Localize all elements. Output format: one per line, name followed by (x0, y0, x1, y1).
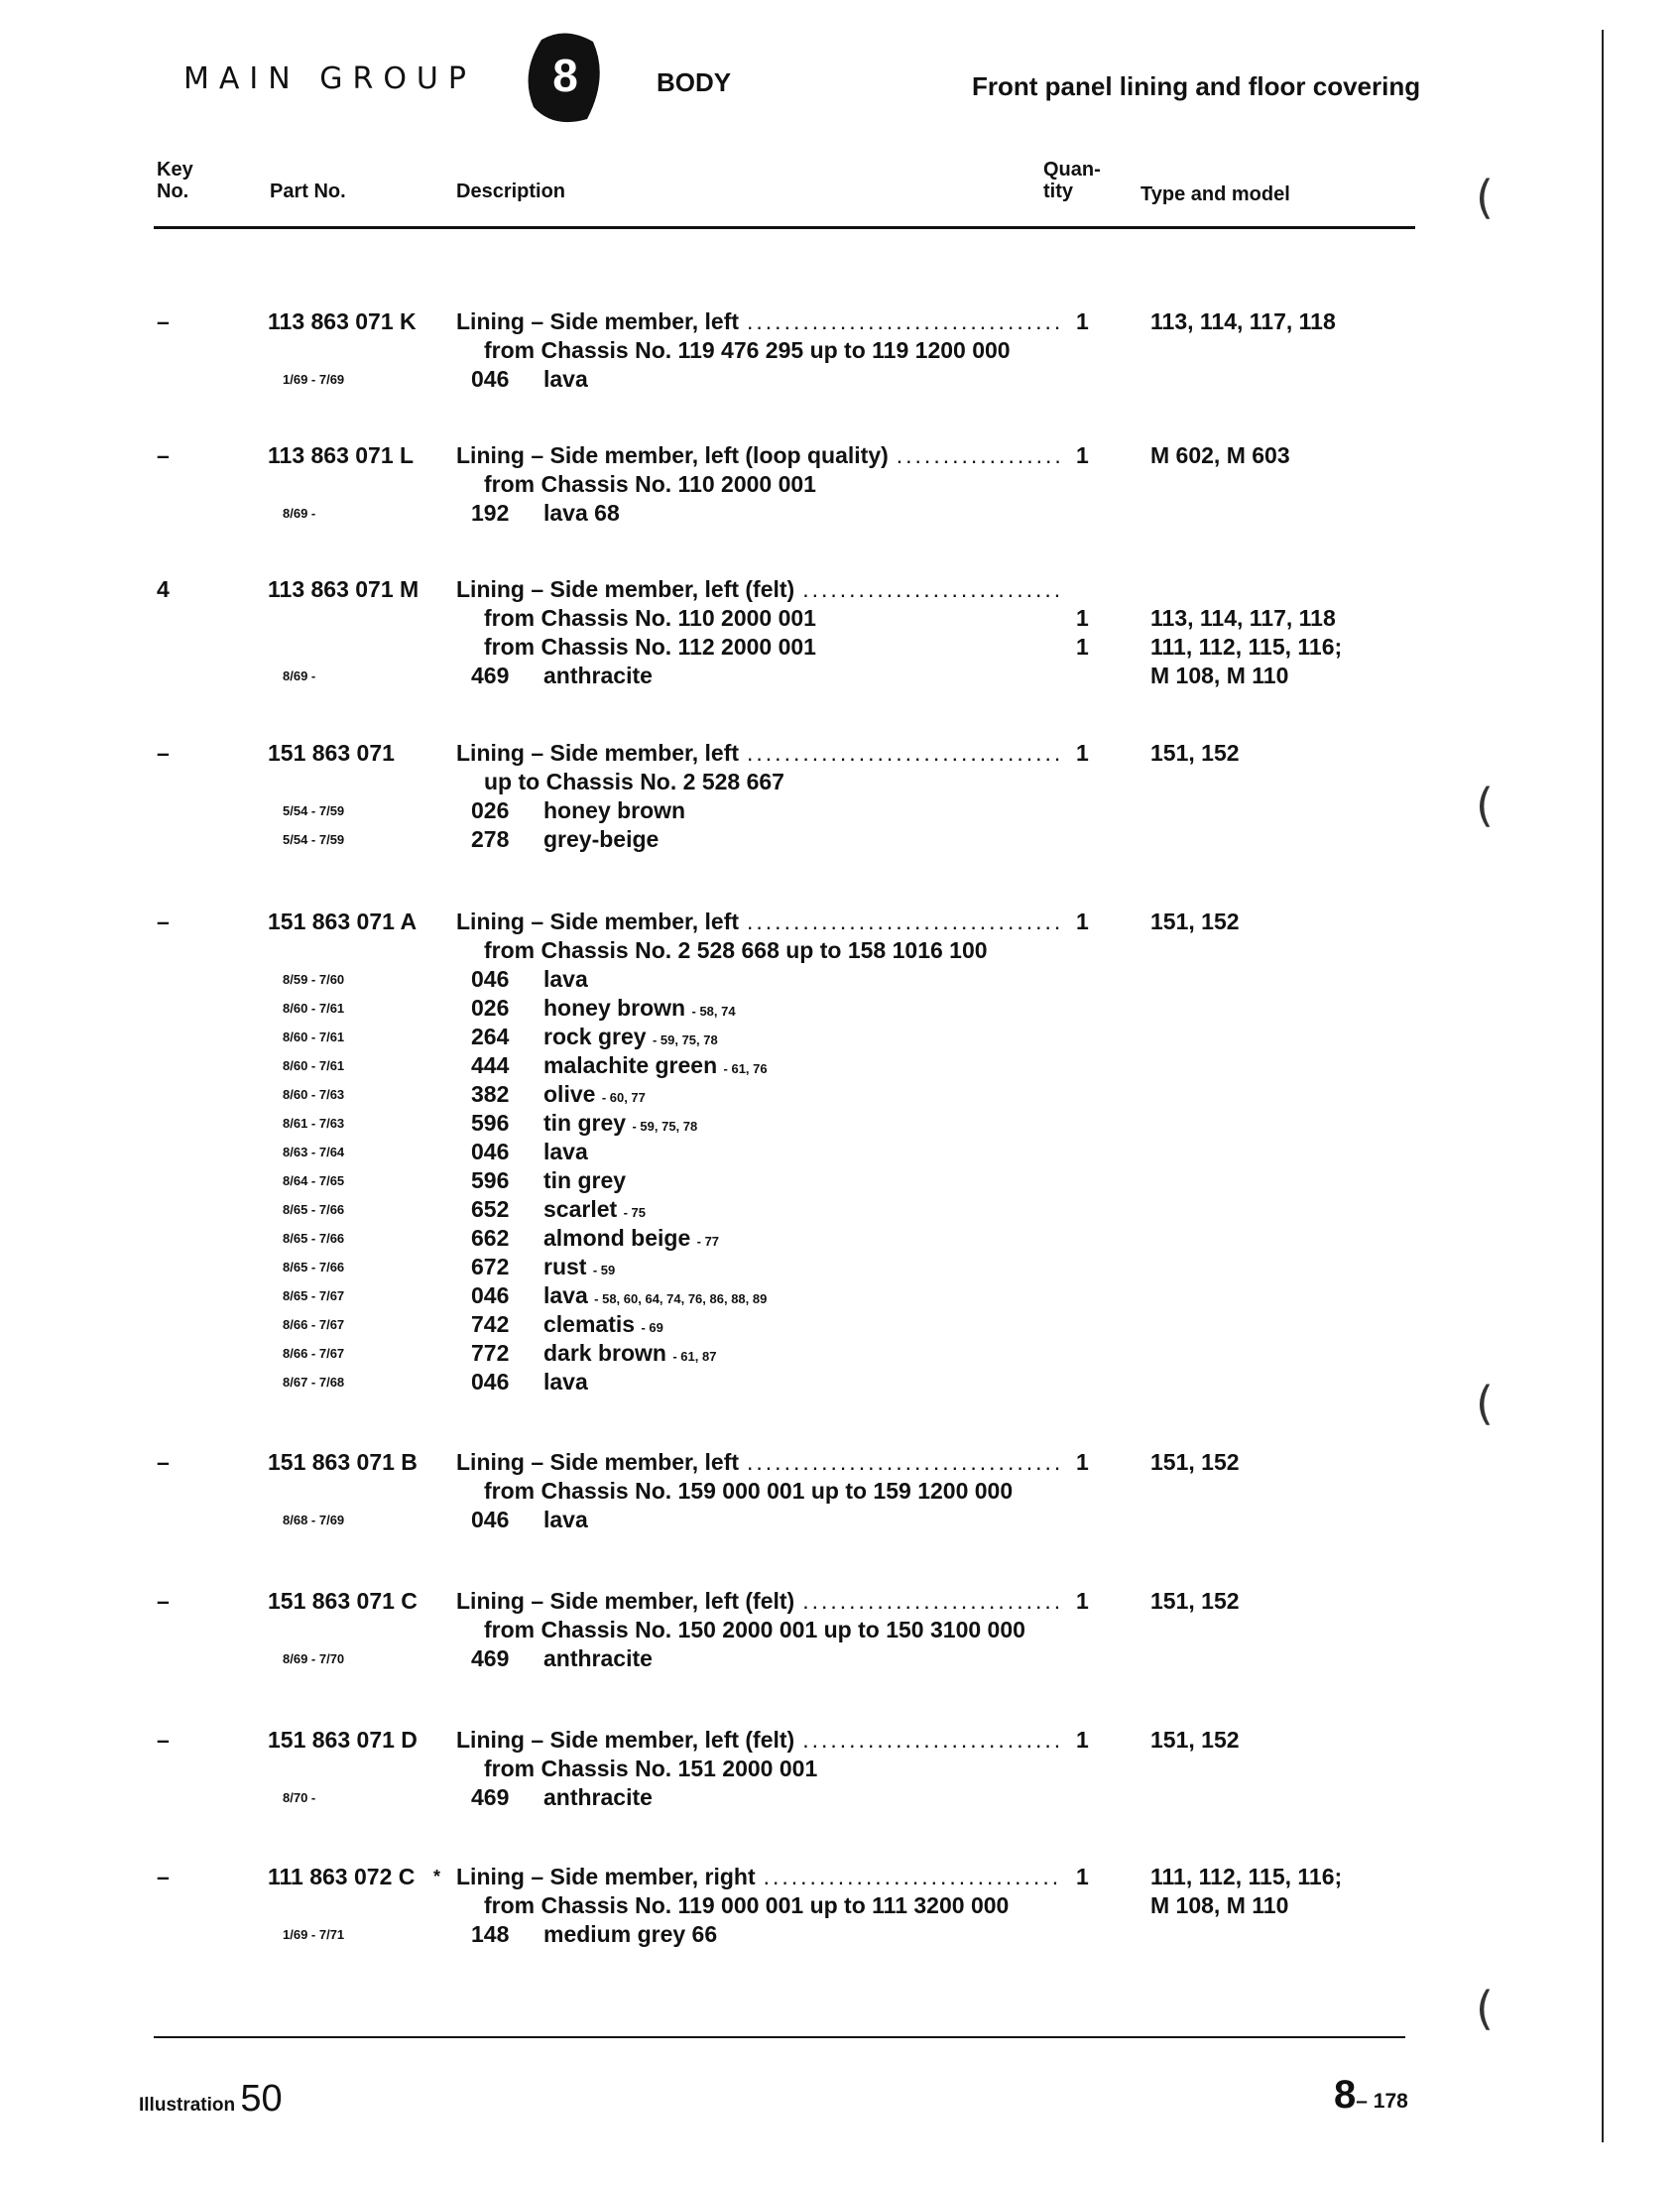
color-name (543, 1051, 768, 1083)
color-name-text: honey brown (543, 995, 686, 1021)
color-code: 469 (471, 1645, 510, 1671)
part-number: 113 863 071 K (268, 308, 417, 334)
color-name-text: lava (543, 366, 588, 392)
entry-row (149, 365, 1438, 394)
dot-leader: .................................. (747, 1449, 1064, 1475)
page-number (1334, 2073, 1408, 2118)
illustration-label: Illustration (139, 2095, 236, 2116)
entry-row (149, 441, 1438, 470)
part-entry (149, 1726, 1438, 1812)
key-number: – (157, 442, 170, 468)
color-code: 444 (471, 1052, 510, 1078)
color-name (543, 796, 685, 825)
key-number: – (157, 740, 170, 766)
color-name (543, 1281, 767, 1313)
part-number: 113 863 071 M (268, 576, 420, 602)
color-name-text: almond beige (543, 1225, 691, 1251)
color-code: 772 (471, 1340, 510, 1366)
dot-leader: ............................ (802, 1727, 1064, 1753)
column-key: Key No. (157, 159, 193, 202)
main-group-label: MAIN GROUP (183, 61, 476, 96)
entry-row (149, 1448, 1438, 1477)
part-number: 151 863 071 B (268, 1449, 418, 1475)
color-note: - 61, 76 (723, 1061, 768, 1076)
color-name-text: medium grey 66 (543, 1921, 718, 1947)
color-name (543, 1195, 646, 1227)
type-model: M 602, M 603 (1150, 442, 1290, 468)
type-model: 151, 152 (1150, 1588, 1240, 1614)
color-name (543, 1506, 588, 1534)
color-name (543, 1138, 588, 1166)
color-name (543, 1644, 653, 1673)
type-model: 151, 152 (1150, 740, 1240, 766)
production-date-range: 8/65 - 7/66 (283, 1231, 345, 1246)
entry-row (149, 1224, 1438, 1253)
column-type: Type and model (1140, 183, 1290, 205)
type-model: 151, 152 (1150, 1727, 1240, 1753)
production-date-range: 8/60 - 7/61 (283, 1030, 345, 1044)
color-code: 672 (471, 1254, 510, 1279)
color-name-text: lava (543, 1282, 588, 1308)
entry-row (149, 1051, 1438, 1080)
binding-edge-line (1602, 30, 1604, 2142)
part-entry (149, 739, 1438, 854)
chassis-range: from Chassis No. 2 528 668 up to 158 1016 100 (484, 937, 988, 963)
entry-row (149, 604, 1438, 633)
color-code: 469 (471, 663, 510, 688)
part-number: 113 863 071 L (268, 442, 415, 468)
part-number: 151 863 071 (268, 740, 395, 766)
part-entry (149, 1863, 1438, 1949)
color-note: - 69 (641, 1320, 663, 1335)
color-name-text: tin grey (543, 1167, 627, 1193)
section-title: BODY (657, 67, 732, 97)
color-note: - 58, 74 (691, 1004, 736, 1019)
column-description: Description (456, 181, 566, 202)
entry-row (149, 1166, 1438, 1195)
part-description: Lining – Side member, left (456, 909, 740, 934)
color-name-text: honey brown (543, 797, 686, 823)
color-name-text: lava 68 (543, 500, 620, 526)
entry-row (149, 1477, 1438, 1506)
part-number: 151 863 071 A (268, 909, 418, 934)
quantity: 1 (1076, 442, 1089, 468)
production-date-range: 8/63 - 7/64 (283, 1145, 345, 1159)
color-code: 469 (471, 1784, 510, 1810)
color-code: 046 (471, 966, 510, 992)
color-name (543, 1920, 717, 1949)
production-date-range: 8/59 - 7/60 (283, 972, 345, 987)
color-name-text: anthracite (543, 1784, 653, 1810)
color-code: 046 (471, 1507, 510, 1532)
chassis-range: from Chassis No. 110 2000 001 (484, 471, 816, 497)
key-number: – (157, 1864, 170, 1889)
chassis-range: up to Chassis No. 2 528 667 (484, 769, 784, 794)
production-date-range: 8/61 - 7/63 (283, 1116, 345, 1131)
color-name-text: malachite green (543, 1052, 718, 1078)
color-note: - 59, 75, 78 (652, 1032, 718, 1047)
dot-leader: ............................ (802, 576, 1064, 602)
key-number: – (157, 308, 170, 334)
production-date-range: 8/65 - 7/66 (283, 1260, 345, 1275)
binding-mark: ( (1476, 1377, 1494, 1430)
type-model: 151, 152 (1150, 909, 1240, 934)
entry-row (149, 633, 1438, 662)
type-model: 111, 112, 115, 116; (1150, 1864, 1343, 1889)
dot-leader: .................................. (747, 308, 1064, 334)
group-number-badge (524, 30, 607, 125)
dot-leader: .................. (896, 442, 1064, 468)
entry-row (149, 575, 1438, 604)
production-date-range: 8/69 - 7/70 (283, 1651, 345, 1666)
color-note: - 58, 60, 64, 74, 76, 86, 88, 89 (594, 1291, 768, 1306)
entry-row (149, 1138, 1438, 1166)
color-name (543, 1080, 646, 1112)
entry-row (149, 307, 1438, 336)
color-code: 742 (471, 1311, 510, 1337)
entry-row (149, 1281, 1438, 1310)
part-entry (149, 908, 1438, 1396)
color-name-text: dark brown (543, 1340, 666, 1366)
chassis-range: from Chassis No. 119 476 295 up to 119 1200 000 (484, 337, 1011, 363)
chassis-range: from Chassis No. 150 2000 001 up to 150 3100 000 (484, 1617, 1025, 1642)
type-model: 111, 112, 115, 116; (1150, 634, 1343, 660)
quantity: 1 (1076, 1727, 1089, 1753)
color-name-text: lava (543, 1369, 588, 1395)
entry-row (149, 1109, 1438, 1138)
entry-row (149, 1339, 1438, 1368)
color-name-text: rock grey (543, 1024, 647, 1049)
entry-row (149, 499, 1438, 528)
color-name-text: lava (543, 966, 588, 992)
entry-row (149, 1080, 1438, 1109)
chassis-range: from Chassis No. 110 2000 001 (484, 605, 816, 631)
color-name (543, 499, 620, 528)
color-name (543, 1368, 588, 1396)
type-model: M 108, M 110 (1150, 1892, 1289, 1918)
column-quantity: Quan- tity (1043, 159, 1101, 202)
entry-row (149, 662, 1438, 690)
key-number: – (157, 1727, 170, 1753)
color-note: - 59 (592, 1263, 616, 1277)
quantity: 1 (1076, 605, 1089, 631)
page-subtitle: Front panel lining and floor covering (972, 71, 1421, 101)
chassis-range: from Chassis No. 112 2000 001 (484, 634, 816, 660)
color-code: 596 (471, 1167, 510, 1193)
part-description: Lining – Side member, right (456, 1864, 756, 1889)
part-number: 111 863 072 C (268, 1864, 416, 1889)
production-date-range: 8/60 - 7/61 (283, 1001, 345, 1016)
part-description: Lining – Side member, left (456, 740, 740, 766)
color-name-text: anthracite (543, 1645, 653, 1671)
binding-mark: ( (1476, 1982, 1494, 2035)
color-name (543, 1253, 615, 1284)
entry-row (149, 965, 1438, 994)
color-name-text: scarlet (543, 1196, 618, 1222)
entry-row (149, 1863, 1438, 1891)
entry-row (149, 1368, 1438, 1396)
entry-row (149, 336, 1438, 365)
part-entry (149, 307, 1438, 394)
color-name (543, 1224, 719, 1256)
dot-leader: .................................. (747, 740, 1064, 766)
color-name (543, 1339, 716, 1371)
illustration-number: 50 (240, 2078, 283, 2120)
production-date-range: 8/60 - 7/61 (283, 1058, 345, 1073)
part-description: Lining – Side member, left (456, 1449, 740, 1475)
quantity: 1 (1076, 634, 1089, 660)
entry-row (149, 1783, 1438, 1812)
type-model: 113, 114, 117, 118 (1150, 605, 1336, 631)
chassis-range: from Chassis No. 151 2000 001 (484, 1756, 818, 1781)
color-note: - 59, 75, 78 (632, 1119, 698, 1134)
production-date-range: 5/54 - 7/59 (283, 832, 345, 847)
color-code: 264 (471, 1024, 510, 1049)
entry-row (149, 936, 1438, 965)
part-number: 151 863 071 C (268, 1588, 418, 1614)
entry-row (149, 470, 1438, 499)
binding-mark: ( (1476, 779, 1494, 832)
color-note: - 61, 87 (672, 1349, 717, 1364)
color-name (543, 1166, 626, 1195)
quantity: 1 (1076, 1864, 1089, 1889)
entry-row (149, 1755, 1438, 1783)
color-name-text: lava (543, 1507, 588, 1532)
type-model: 151, 152 (1150, 1449, 1240, 1475)
color-name (543, 825, 659, 854)
part-number: 151 863 071 D (268, 1727, 418, 1753)
production-date-range: 8/66 - 7/67 (283, 1346, 345, 1361)
chassis-range: from Chassis No. 159 000 001 up to 159 1200 000 (484, 1478, 1014, 1504)
production-date-range: 8/70 - (283, 1790, 316, 1805)
part-description: Lining – Side member, left (456, 308, 740, 334)
entry-row (149, 739, 1438, 768)
color-code: 046 (471, 366, 510, 392)
color-code: 382 (471, 1081, 510, 1107)
color-code: 026 (471, 797, 510, 823)
column-part: Part No. (270, 181, 346, 202)
production-date-range: 8/64 - 7/65 (283, 1173, 345, 1188)
color-name (543, 662, 653, 690)
color-code: 278 (471, 826, 510, 852)
entry-row (149, 1920, 1438, 1949)
color-code: 148 (471, 1921, 510, 1947)
color-code: 662 (471, 1225, 510, 1251)
entry-row (149, 1616, 1438, 1644)
production-date-range: 8/65 - 7/67 (283, 1288, 345, 1303)
color-name (543, 1783, 653, 1812)
color-name (543, 994, 736, 1026)
part-description: Lining – Side member, left (loop quality) (456, 442, 889, 468)
production-date-range: 8/67 - 7/68 (283, 1375, 345, 1390)
quantity: 1 (1076, 1449, 1089, 1475)
color-name-text: clematis (543, 1311, 636, 1337)
production-date-range: 8/66 - 7/67 (283, 1317, 345, 1332)
illustration-ref (139, 2078, 283, 2121)
new-part-marker: * (433, 1867, 441, 1886)
type-model: M 108, M 110 (1150, 663, 1289, 688)
color-name (543, 1023, 718, 1054)
page-number-value: – 178 (1356, 2090, 1408, 2113)
color-name-text: olive (543, 1081, 596, 1107)
entry-row (149, 1644, 1438, 1673)
page-section: 8 (1334, 2073, 1357, 2117)
color-code: 046 (471, 1369, 510, 1395)
entry-row (149, 994, 1438, 1023)
production-date-range: 1/69 - 7/69 (283, 372, 345, 387)
color-name-text: grey-beige (543, 826, 660, 852)
entry-row (149, 768, 1438, 796)
color-name (543, 365, 588, 394)
part-description: Lining – Side member, left (felt) (456, 576, 795, 602)
part-entry (149, 575, 1438, 690)
type-model: 113, 114, 117, 118 (1150, 308, 1336, 334)
color-code: 046 (471, 1139, 510, 1164)
dot-leader: ................................ (763, 1864, 1062, 1889)
color-note: - 60, 77 (601, 1090, 646, 1105)
quantity: 1 (1076, 740, 1089, 766)
group-number: 8 (552, 50, 578, 101)
color-code: 192 (471, 500, 510, 526)
dot-leader: .................................. (747, 909, 1064, 934)
quantity: 1 (1076, 1588, 1089, 1614)
production-date-range: 8/69 - (283, 506, 316, 521)
footer-rule (154, 2036, 1405, 2038)
key-number: – (157, 1588, 170, 1614)
key-number: – (157, 1449, 170, 1475)
color-code: 596 (471, 1110, 510, 1136)
binding-mark: ( (1476, 171, 1494, 224)
production-date-range: 5/54 - 7/59 (283, 803, 345, 818)
color-note: - 75 (623, 1205, 646, 1220)
color-name-text: rust (543, 1254, 587, 1279)
entry-row (149, 1506, 1438, 1534)
entry-row (149, 1726, 1438, 1755)
part-entry (149, 1448, 1438, 1534)
color-name-text: lava (543, 1139, 588, 1164)
part-description: Lining – Side member, left (felt) (456, 1727, 795, 1753)
chassis-range: from Chassis No. 119 000 001 up to 111 3200 000 (484, 1892, 1010, 1918)
entry-row (149, 1587, 1438, 1616)
quantity: 1 (1076, 308, 1089, 334)
color-name (543, 1109, 697, 1141)
entry-row (149, 1195, 1438, 1224)
color-note: - 77 (696, 1234, 720, 1249)
color-name-text: anthracite (543, 663, 653, 688)
part-entry (149, 441, 1438, 528)
color-name (543, 965, 588, 994)
production-date-range: 1/69 - 7/71 (283, 1927, 345, 1942)
entry-row (149, 825, 1438, 854)
production-date-range: 8/69 - (283, 668, 316, 683)
color-code: 026 (471, 995, 510, 1021)
entry-row (149, 1023, 1438, 1051)
production-date-range: 8/65 - 7/66 (283, 1202, 345, 1217)
dot-leader: ............................ (802, 1588, 1064, 1614)
entry-row (149, 1253, 1438, 1281)
entry-row (149, 1310, 1438, 1339)
entry-row (149, 1891, 1438, 1920)
entry-row (149, 908, 1438, 936)
production-date-range: 8/68 - 7/69 (283, 1513, 345, 1527)
part-description: Lining – Side member, left (felt) (456, 1588, 795, 1614)
key-number: – (157, 909, 170, 934)
color-code: 652 (471, 1196, 510, 1222)
color-code: 046 (471, 1282, 510, 1308)
part-entry (149, 1587, 1438, 1673)
header-rule (154, 226, 1415, 229)
key-number: 4 (157, 576, 170, 602)
entry-row (149, 796, 1438, 825)
color-name (543, 1310, 663, 1342)
quantity: 1 (1076, 909, 1089, 934)
color-name-text: tin grey (543, 1110, 627, 1136)
production-date-range: 8/60 - 7/63 (283, 1087, 345, 1102)
